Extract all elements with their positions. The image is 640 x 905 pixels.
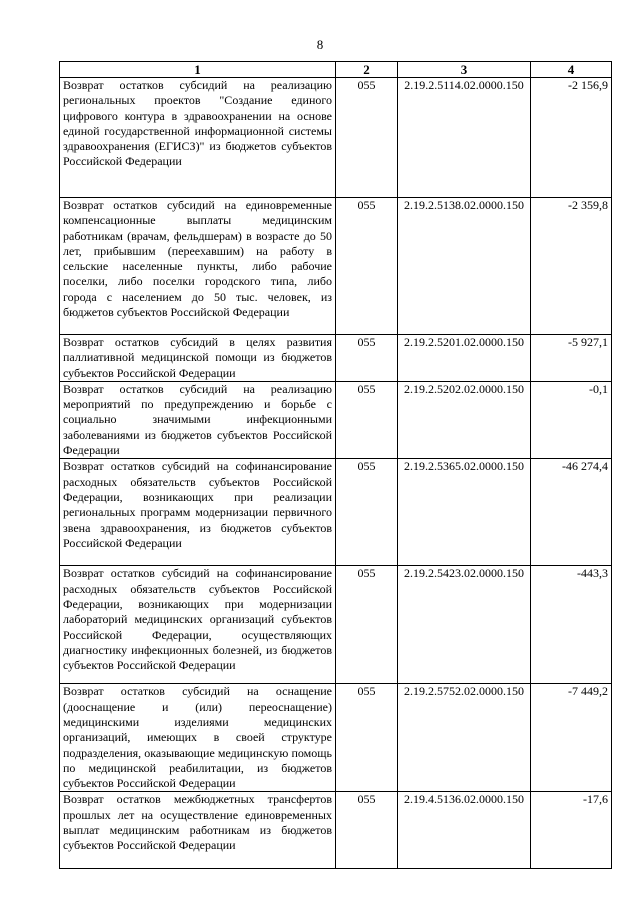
row-amount: -2 359,8 <box>531 198 612 335</box>
row-kbk-code: 2.19.2.5423.02.0000.150 <box>398 566 531 684</box>
table-header-row <box>60 62 612 78</box>
row-kbk-code: 2.19.2.5114.02.0000.150 <box>398 78 531 198</box>
table-row <box>60 684 612 792</box>
row-amount: -0,1 <box>531 381 612 458</box>
row-admin-code: 055 <box>336 78 398 198</box>
row-description: Возврат остатков субсидий на софинансирование расходных обязательств субъектов Российской Федерации, возникающих при модернизации лабораторий медицинских организаций субъектов Российской Федерации, осуществляющих диагностику инфекционных болезней, из бюджетов субъектов Российской Федерации <box>60 566 336 684</box>
row-amount: -7 449,2 <box>531 684 612 792</box>
row-amount: -46 274,4 <box>531 459 612 566</box>
table-row <box>60 335 612 382</box>
row-description: Возврат остатков субсидий на реализацию мероприятий по предупреждению и борьбе с социально значимыми инфекционными заболеваниями из бюджетов субъектов Российской Федерации <box>60 381 336 458</box>
row-amount: -17,6 <box>531 792 612 869</box>
row-kbk-code: 2.19.2.5201.02.0000.150 <box>398 335 531 382</box>
row-kbk-code: 2.19.2.5365.02.0000.150 <box>398 459 531 566</box>
row-admin-code: 055 <box>336 335 398 382</box>
table-row <box>60 381 612 458</box>
row-amount: -5 927,1 <box>531 335 612 382</box>
budget-table <box>59 61 612 869</box>
table-row <box>60 78 612 198</box>
row-kbk-code: 2.19.2.5138.02.0000.150 <box>398 198 531 335</box>
row-admin-code: 055 <box>336 792 398 869</box>
row-admin-code: 055 <box>336 684 398 792</box>
table-row <box>60 459 612 566</box>
row-description: Возврат остатков субсидий на софинансирование расходных обязательств субъектов Российской Федерации, возникающих при реализации региональных программ модернизации первичного звена здравоохранения, из бюджетов субъектов Российской Федерации <box>60 459 336 566</box>
row-description: Возврат остатков субсидий на реализацию региональных проектов "Создание единого цифрового контура в здравоохранении на основе единой государственной информационной системы здравоохранения (ЕГИСЗ)" из бюджетов субъектов Российской Федерации <box>60 78 336 198</box>
column-header-3: 3 <box>398 62 531 78</box>
table-row <box>60 566 612 684</box>
row-description: Возврат остатков субсидий на оснащение (дооснащение и (или) переоснащение) медицинскими изделиями медицинских организаций, имеющих в своей структуре подразделения, оказывающие медицинскую помощь по медицинской реабилитации, из бюджетов субъектов Российской Федерации <box>60 684 336 792</box>
column-header-1: 1 <box>60 62 336 78</box>
column-header-4: 4 <box>531 62 612 78</box>
row-kbk-code: 2.19.2.5202.02.0000.150 <box>398 381 531 458</box>
row-admin-code: 055 <box>336 566 398 684</box>
table-row <box>60 792 612 869</box>
row-kbk-code: 2.19.4.5136.02.0000.150 <box>398 792 531 869</box>
row-admin-code: 055 <box>336 381 398 458</box>
row-amount: -2 156,9 <box>531 78 612 198</box>
page-number: 8 <box>316 37 324 52</box>
row-admin-code: 055 <box>336 198 398 335</box>
row-description: Возврат остатков межбюджетных трансфертов прошлых лет на осуществление единовременных выплат медицинским работникам из бюджетов субъектов Российской Федерации <box>60 792 336 869</box>
row-kbk-code: 2.19.2.5752.02.0000.150 <box>398 684 531 792</box>
column-header-2: 2 <box>336 62 398 78</box>
row-amount: -443,3 <box>531 566 612 684</box>
row-description: Возврат остатков субсидий в целях развития паллиативной медицинской помощи из бюджетов субъектов Российской Федерации <box>60 335 336 382</box>
row-description: Возврат остатков субсидий на единовременные компенсационные выплаты медицинским работникам (врачам, фельдшерам) в возрасте до 50 лет, прибывшим (переехавшим) на работу в сельские населенные пункты, либо рабочие поселки, либо поселки городского типа, либо города с населением до 50 тыс. человек, из бюджетов субъектов Российской Федерации <box>60 198 336 335</box>
row-admin-code: 055 <box>336 459 398 566</box>
table-row <box>60 198 612 335</box>
